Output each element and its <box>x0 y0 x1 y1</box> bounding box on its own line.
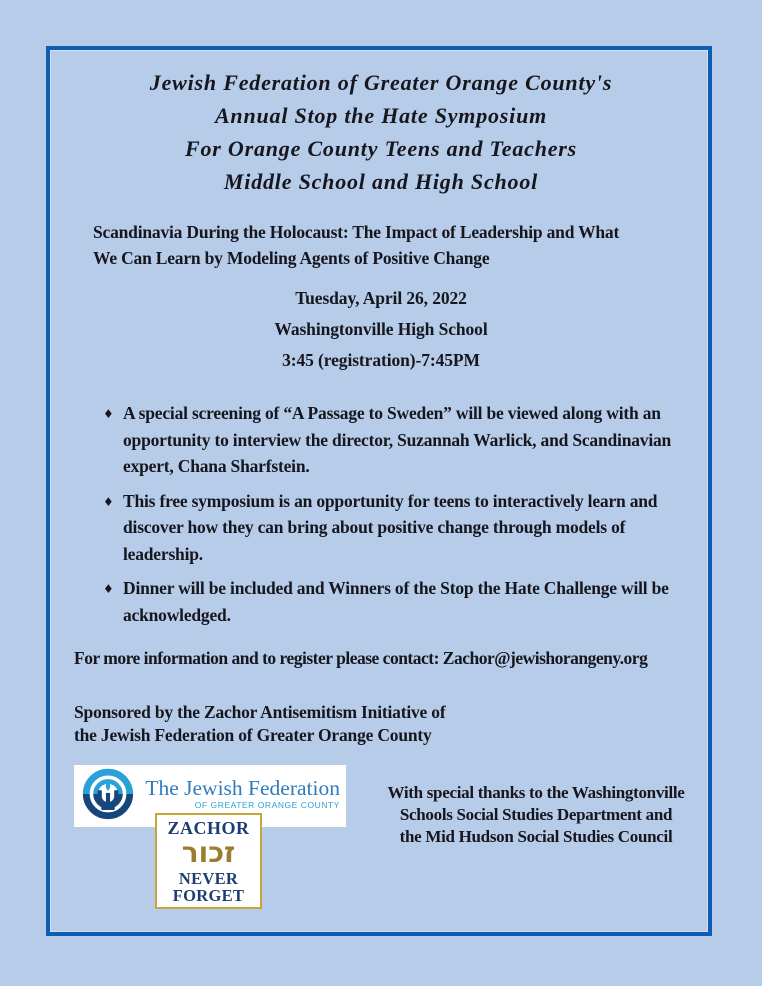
list-item <box>103 488 695 568</box>
list-item <box>103 575 695 628</box>
thanks-line: With special thanks to the Washingtonville <box>387 783 685 802</box>
federation-name: The Jewish Federation <box>145 776 340 800</box>
event-details-block <box>0 283 762 376</box>
subtitle-line: We Can Learn by Modeling Agents of Positive Change <box>93 248 490 268</box>
bullet-text: A special screening of “A Passage to Sweden” will be viewed along with an opportunity to interview the director, Suzannah Warlick, and Scandinavian expert, Chana Sharfstein. <box>123 403 672 476</box>
title-line: Jewish Federation of Greater Orange County's <box>149 70 613 95</box>
thanks-block <box>360 782 712 848</box>
title-line: For Orange County Teens and Teachers <box>184 136 578 161</box>
zachor-hebrew-text: זכור <box>181 836 236 869</box>
zachor-never-label: NEVER <box>178 869 239 888</box>
bullet-list <box>103 400 688 636</box>
event-venue: Washingtonville High School <box>274 319 488 339</box>
zachor-forget-label: FORGET <box>172 885 245 905</box>
contact-info: For more information and to register please contact: Zachor@jewishorangeny.org <box>74 648 648 668</box>
bullet-text: Dinner will be included and Winners of the Stop the Hate Challenge will be acknowledged. <box>123 578 669 625</box>
event-subtitle <box>93 219 693 271</box>
event-time: 3:45 (registration)-7:45PM <box>282 350 480 370</box>
subtitle-line: Scandinavia During the Holocaust: The Impact of Leadership and What <box>93 222 620 242</box>
event-date: Tuesday, April 26, 2022 <box>295 288 467 308</box>
sponsor-block <box>74 701 445 747</box>
list-item <box>103 400 695 480</box>
zachor-logo <box>155 813 262 909</box>
thanks-line: the Mid Hudson Social Studies Council <box>399 827 673 846</box>
title-block <box>0 66 762 198</box>
federation-logo-text <box>136 776 340 810</box>
bullet-diamond-icon: ♦ <box>103 494 114 509</box>
sponsor-line: Sponsored by the Zachor Antisemitism Initiative of <box>74 702 446 722</box>
bullet-text: This free symposium is an opportunity for teens to interactively learn and discover how they can bring about positive change through models of leadership. <box>123 490 658 564</box>
bullet-diamond-icon: ♦ <box>103 407 114 421</box>
federation-tagline: OF GREATER ORANGE COUNTY <box>194 800 340 810</box>
menorah-circle-icon <box>80 768 136 824</box>
bullet-diamond-icon: ♦ <box>103 582 114 596</box>
sponsor-line: the Jewish Federation of Greater Orange County <box>74 725 432 745</box>
zachor-wordmark: ZACHOR <box>167 818 250 838</box>
thanks-line: Schools Social Studies Department and <box>399 805 673 824</box>
title-line: Annual Stop the Hate Symposium <box>214 103 548 128</box>
title-line: Middle School and High School <box>223 169 539 194</box>
